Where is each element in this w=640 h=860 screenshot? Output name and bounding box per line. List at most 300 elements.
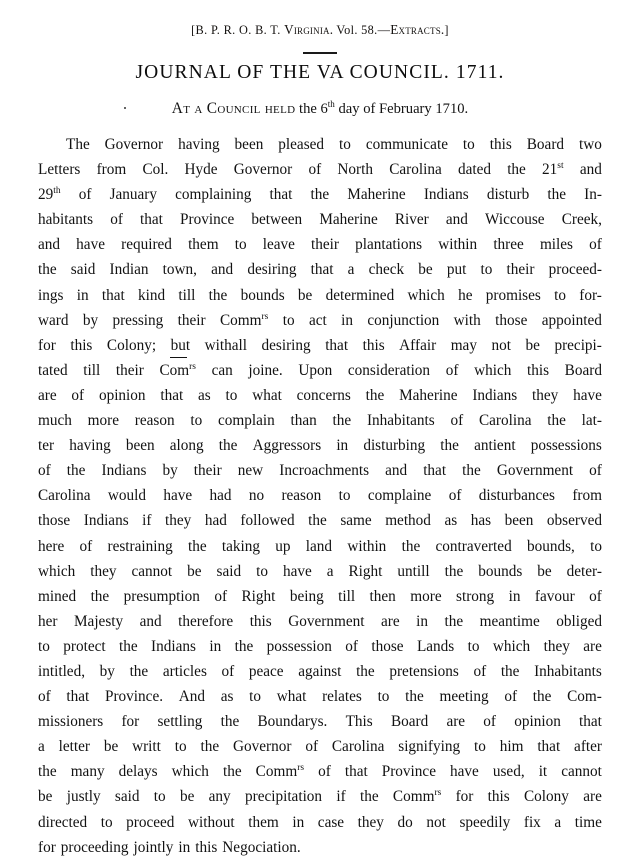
word: same bbox=[340, 512, 372, 530]
word: any bbox=[208, 788, 231, 806]
word: settling bbox=[157, 713, 203, 731]
word: that bbox=[66, 688, 90, 706]
text-line bbox=[38, 383, 602, 408]
word: of bbox=[450, 412, 464, 430]
running-head-prefix: [B. P. R. O. B. T. bbox=[191, 23, 285, 37]
word: speedily bbox=[459, 813, 511, 831]
abbreviation-word bbox=[159, 358, 196, 383]
word: the bbox=[440, 437, 459, 455]
word: them bbox=[188, 236, 219, 254]
word: in bbox=[416, 612, 428, 630]
word: are bbox=[446, 713, 466, 731]
word: and bbox=[385, 462, 408, 480]
word: been bbox=[125, 437, 155, 455]
word: the bbox=[356, 662, 375, 680]
text-line bbox=[38, 734, 602, 759]
word: time bbox=[574, 813, 602, 831]
word: communicate bbox=[365, 136, 448, 153]
word: for bbox=[38, 838, 56, 856]
word: this bbox=[487, 788, 510, 806]
word: by bbox=[82, 311, 99, 329]
word: fix bbox=[523, 813, 541, 831]
word: having bbox=[69, 437, 111, 455]
word: tated bbox=[38, 361, 68, 379]
word: Carolina bbox=[331, 738, 385, 756]
word: as bbox=[220, 688, 234, 706]
text-line bbox=[38, 584, 602, 609]
word: be bbox=[537, 562, 552, 580]
word: of bbox=[38, 462, 51, 480]
word: Province bbox=[381, 763, 436, 781]
word: Government bbox=[496, 462, 574, 480]
word: Colony; bbox=[106, 336, 157, 354]
word: Right bbox=[241, 587, 276, 605]
word: proceeding bbox=[60, 838, 129, 856]
word: from bbox=[96, 161, 127, 179]
word: Board bbox=[390, 713, 429, 731]
running-head-volume: Vol. 58.— bbox=[333, 23, 391, 37]
word: letter bbox=[58, 738, 90, 756]
running-head-place: Virginia. bbox=[284, 22, 334, 37]
word: relates bbox=[322, 688, 362, 706]
word: missioners bbox=[38, 713, 104, 731]
word: that bbox=[140, 211, 163, 229]
word: Board bbox=[564, 361, 602, 379]
text-line bbox=[38, 508, 602, 533]
superscript-abbreviation-mark: th bbox=[53, 186, 61, 197]
word: Boundarys. bbox=[257, 713, 328, 731]
word: are bbox=[583, 788, 602, 806]
word: had bbox=[204, 512, 227, 530]
word: their bbox=[506, 261, 535, 279]
word: the bbox=[462, 462, 481, 480]
word: joine. bbox=[248, 361, 283, 379]
divider-rule-container bbox=[38, 44, 602, 56]
word: precipi- bbox=[554, 336, 602, 354]
word: two bbox=[578, 136, 602, 153]
word: followed bbox=[240, 512, 295, 530]
word: complaine bbox=[367, 487, 432, 505]
word: precipitation bbox=[244, 788, 323, 806]
text-line bbox=[38, 759, 602, 784]
word: are bbox=[583, 637, 602, 655]
text-line bbox=[38, 283, 602, 308]
abbreviation-base: Com bbox=[159, 358, 189, 383]
word: leave bbox=[262, 236, 295, 254]
word: the bbox=[38, 763, 57, 781]
word: and bbox=[139, 612, 162, 630]
word: Carolina bbox=[478, 412, 532, 430]
word: and bbox=[445, 211, 468, 229]
superscript-abbreviation-mark: rs bbox=[261, 311, 269, 322]
word: And bbox=[178, 688, 205, 706]
word: the bbox=[90, 587, 110, 605]
word: the bbox=[365, 386, 385, 404]
word: to bbox=[234, 236, 247, 254]
word: the bbox=[444, 562, 464, 580]
word: be bbox=[297, 286, 313, 304]
word: that bbox=[325, 336, 349, 354]
word: that bbox=[160, 386, 184, 404]
word: to bbox=[256, 562, 268, 580]
word: ings bbox=[38, 286, 64, 304]
word: many bbox=[70, 763, 105, 781]
word: cannot bbox=[131, 562, 173, 580]
word: consideration bbox=[347, 361, 431, 379]
word: Government bbox=[288, 612, 365, 630]
body-paragraph bbox=[38, 132, 602, 860]
word: the bbox=[208, 286, 228, 304]
abbreviation-base: 21 bbox=[542, 161, 558, 179]
running-head-extracts: Extracts. bbox=[390, 22, 445, 37]
word: Right bbox=[348, 562, 383, 580]
word: restraining bbox=[107, 537, 173, 555]
word: much bbox=[38, 412, 72, 430]
word: peace bbox=[248, 662, 284, 680]
word: of bbox=[345, 637, 358, 655]
word: a bbox=[326, 562, 334, 580]
word: Governor bbox=[233, 161, 293, 179]
superscript-abbreviation-mark: rs bbox=[434, 788, 442, 799]
word: to bbox=[554, 286, 566, 304]
word: act bbox=[308, 311, 327, 329]
word: Negociation. bbox=[222, 838, 301, 856]
word: have bbox=[163, 487, 193, 505]
word: reason bbox=[281, 487, 322, 505]
word: more bbox=[410, 587, 442, 605]
word: and bbox=[211, 261, 234, 279]
word: of bbox=[318, 763, 331, 781]
word: of bbox=[589, 236, 602, 254]
word: their bbox=[311, 236, 339, 254]
word: Lands bbox=[416, 637, 455, 655]
word: the bbox=[66, 462, 86, 480]
word: to bbox=[38, 637, 50, 655]
word: Maherine bbox=[347, 186, 406, 204]
word: be bbox=[418, 261, 433, 279]
word: Aggressors bbox=[252, 437, 322, 455]
word: said bbox=[114, 788, 140, 806]
word: this bbox=[526, 361, 550, 379]
word: as bbox=[198, 386, 211, 404]
word: for- bbox=[579, 286, 602, 304]
word: check bbox=[368, 261, 405, 279]
word: to bbox=[100, 813, 113, 831]
word: writt bbox=[132, 738, 161, 756]
abbreviation-word bbox=[542, 157, 564, 182]
text-line bbox=[38, 433, 602, 458]
word: are bbox=[38, 386, 57, 404]
running-head-suffix: ] bbox=[444, 23, 449, 37]
word: against bbox=[298, 662, 342, 680]
word: Col. bbox=[142, 161, 169, 179]
word: to bbox=[473, 738, 486, 756]
word: said bbox=[216, 562, 242, 580]
word: here bbox=[38, 537, 65, 555]
word: which bbox=[407, 286, 445, 304]
word: by bbox=[99, 662, 115, 680]
word: disturbing bbox=[363, 437, 426, 455]
word: the bbox=[332, 412, 352, 430]
word: the bbox=[187, 537, 207, 555]
word: them bbox=[248, 813, 279, 831]
text-line bbox=[38, 483, 602, 508]
word: the bbox=[310, 186, 330, 204]
word: the bbox=[405, 688, 424, 706]
word: for bbox=[121, 713, 140, 731]
word: signifying bbox=[398, 738, 461, 756]
word: that bbox=[579, 713, 602, 731]
word: those bbox=[38, 512, 71, 530]
word: method bbox=[385, 512, 431, 530]
word: concerns bbox=[296, 386, 351, 404]
word: after bbox=[574, 738, 602, 756]
word: than bbox=[290, 412, 317, 430]
superscript-abbreviation-mark: st bbox=[557, 161, 564, 172]
word: in bbox=[178, 838, 191, 856]
word: that bbox=[537, 738, 561, 756]
council-meeting-heading bbox=[38, 100, 602, 118]
word: the bbox=[129, 662, 149, 680]
council-heading-tail: day of February 1710. bbox=[338, 101, 469, 117]
word: and bbox=[579, 161, 602, 179]
word: the bbox=[507, 161, 526, 179]
word: this bbox=[195, 838, 218, 856]
word: that bbox=[101, 286, 125, 304]
word: bounds, bbox=[526, 537, 575, 555]
text-line bbox=[38, 132, 602, 157]
text-line bbox=[38, 810, 602, 835]
word: Colony bbox=[524, 788, 569, 806]
word: of bbox=[589, 462, 602, 480]
word: therefore bbox=[178, 612, 234, 630]
word: justly bbox=[66, 788, 101, 806]
word: case bbox=[317, 813, 345, 831]
word: in bbox=[341, 311, 353, 329]
word: Governor bbox=[233, 738, 292, 756]
running-head bbox=[38, 18, 602, 38]
word: desiring bbox=[247, 261, 297, 279]
word: of bbox=[221, 662, 235, 680]
word: those bbox=[371, 637, 404, 655]
word: of bbox=[214, 587, 228, 605]
word: the bbox=[547, 412, 566, 430]
word: be bbox=[103, 738, 119, 756]
word: taking bbox=[221, 537, 261, 555]
word: till bbox=[338, 587, 356, 605]
word: untill bbox=[397, 562, 430, 580]
word: till bbox=[178, 286, 196, 304]
word: to bbox=[338, 487, 351, 505]
word: the bbox=[234, 637, 254, 655]
stray-dot-mark bbox=[124, 107, 126, 109]
text-line bbox=[38, 784, 602, 809]
text-line bbox=[38, 659, 602, 684]
word: of bbox=[78, 186, 92, 204]
word: presumption bbox=[123, 587, 200, 605]
abbreviation-base: Comm bbox=[255, 763, 298, 781]
word: the bbox=[532, 688, 552, 706]
word: complain bbox=[217, 412, 275, 430]
word: Maherine bbox=[319, 211, 378, 229]
page-title: JOURNAL OF THE VA COUNCIL. 1711. bbox=[135, 62, 505, 83]
word: then bbox=[369, 587, 396, 605]
text-line bbox=[38, 609, 602, 634]
word: he bbox=[458, 286, 473, 304]
word: of bbox=[589, 587, 602, 605]
word: within bbox=[438, 236, 478, 254]
word: cannot bbox=[561, 763, 602, 781]
word: contraverted bbox=[435, 537, 512, 555]
word: this bbox=[249, 612, 272, 630]
word: possession bbox=[266, 637, 332, 655]
word: The bbox=[66, 136, 90, 153]
word: of bbox=[38, 688, 51, 706]
word: obliged bbox=[556, 612, 602, 630]
word: used, bbox=[492, 763, 525, 781]
word: Hyde bbox=[184, 161, 218, 179]
word: been bbox=[504, 512, 534, 530]
word: their bbox=[193, 462, 222, 480]
word: along bbox=[169, 437, 204, 455]
word: directed bbox=[38, 813, 88, 831]
word: may bbox=[450, 336, 477, 354]
word: to bbox=[190, 412, 203, 430]
word: more bbox=[87, 412, 119, 430]
word: can bbox=[211, 361, 233, 379]
word: have bbox=[282, 562, 312, 580]
word: what bbox=[276, 688, 307, 706]
word: to bbox=[282, 311, 295, 329]
word: being bbox=[289, 587, 324, 605]
word: the bbox=[200, 738, 220, 756]
text-line bbox=[38, 684, 602, 709]
word: Indians bbox=[472, 386, 518, 404]
word: without bbox=[188, 813, 235, 831]
word: Incroachments bbox=[279, 462, 370, 480]
text-line bbox=[38, 333, 602, 358]
word: have bbox=[76, 236, 105, 254]
word: till bbox=[83, 361, 101, 379]
word: in bbox=[336, 437, 349, 455]
word: articles bbox=[162, 662, 207, 680]
word: ter bbox=[38, 437, 55, 455]
word: to bbox=[377, 688, 390, 706]
word: Governor bbox=[104, 136, 164, 153]
word: Inhabitants bbox=[534, 662, 602, 680]
word: to bbox=[153, 788, 166, 806]
word: they bbox=[165, 512, 192, 530]
word: dated bbox=[457, 161, 491, 179]
word: the bbox=[359, 788, 379, 806]
word: meantime bbox=[479, 612, 540, 630]
word: which bbox=[171, 763, 209, 781]
word: kind bbox=[138, 286, 166, 304]
word: to bbox=[590, 537, 602, 555]
word: this bbox=[489, 136, 512, 153]
word: This bbox=[345, 713, 373, 731]
text-line bbox=[38, 257, 602, 282]
word: of bbox=[71, 386, 85, 404]
word: miles bbox=[539, 236, 573, 254]
abbreviation-word bbox=[256, 759, 304, 784]
word: determined bbox=[325, 286, 395, 304]
abbreviation-base: Comm bbox=[219, 311, 262, 329]
word: would bbox=[107, 487, 146, 505]
council-heading-rest: the 6 bbox=[299, 101, 328, 117]
word: disturb bbox=[486, 186, 530, 204]
word: of bbox=[473, 662, 487, 680]
word: the bbox=[401, 537, 421, 555]
word: that bbox=[310, 261, 334, 279]
text-line bbox=[38, 709, 602, 734]
word: reason bbox=[134, 412, 175, 430]
text-line bbox=[38, 559, 602, 584]
word: of bbox=[445, 361, 459, 379]
superscript-abbreviation-mark: rs bbox=[297, 763, 305, 774]
word: in bbox=[292, 813, 305, 831]
word: that bbox=[269, 186, 293, 204]
word: Indians bbox=[423, 186, 469, 204]
ordinal-suffix: th bbox=[327, 99, 335, 110]
word: between bbox=[251, 211, 303, 229]
word: meeting bbox=[439, 688, 489, 706]
word: from bbox=[572, 487, 602, 505]
word: this bbox=[70, 336, 93, 354]
word: the bbox=[38, 261, 57, 279]
word: Indians bbox=[83, 512, 129, 530]
word: which bbox=[492, 637, 531, 655]
word: land bbox=[305, 537, 333, 555]
word: which bbox=[474, 361, 512, 379]
word: River bbox=[394, 211, 429, 229]
word: proceed bbox=[126, 813, 175, 831]
word: bounds bbox=[240, 286, 285, 304]
word: be bbox=[525, 336, 540, 354]
word: three bbox=[493, 236, 524, 254]
text-line bbox=[38, 634, 602, 659]
word: for bbox=[455, 788, 474, 806]
word: the bbox=[547, 186, 566, 204]
word: complaining bbox=[175, 186, 252, 204]
text-line bbox=[38, 358, 602, 383]
word: but bbox=[170, 336, 191, 354]
word: to bbox=[480, 261, 493, 279]
word: said bbox=[70, 261, 96, 279]
word: In- bbox=[584, 186, 602, 204]
text-line bbox=[38, 534, 602, 559]
word: protect bbox=[63, 637, 106, 655]
word: do bbox=[397, 813, 413, 831]
text-line bbox=[38, 232, 602, 257]
word: for bbox=[38, 336, 56, 354]
word: that bbox=[423, 462, 447, 480]
word: be bbox=[38, 788, 53, 806]
word: their bbox=[177, 311, 206, 329]
word: Creek, bbox=[561, 211, 602, 229]
text-line bbox=[38, 157, 602, 182]
word: disturbances bbox=[478, 487, 555, 505]
word: the bbox=[218, 437, 238, 455]
word: they bbox=[90, 562, 117, 580]
word: in bbox=[209, 637, 222, 655]
word: opinion bbox=[98, 386, 146, 404]
word: possessions bbox=[530, 437, 602, 455]
word: favour bbox=[534, 587, 575, 605]
word: Affair bbox=[399, 336, 437, 354]
word: Maherine bbox=[399, 386, 458, 404]
word: ward bbox=[38, 311, 69, 329]
